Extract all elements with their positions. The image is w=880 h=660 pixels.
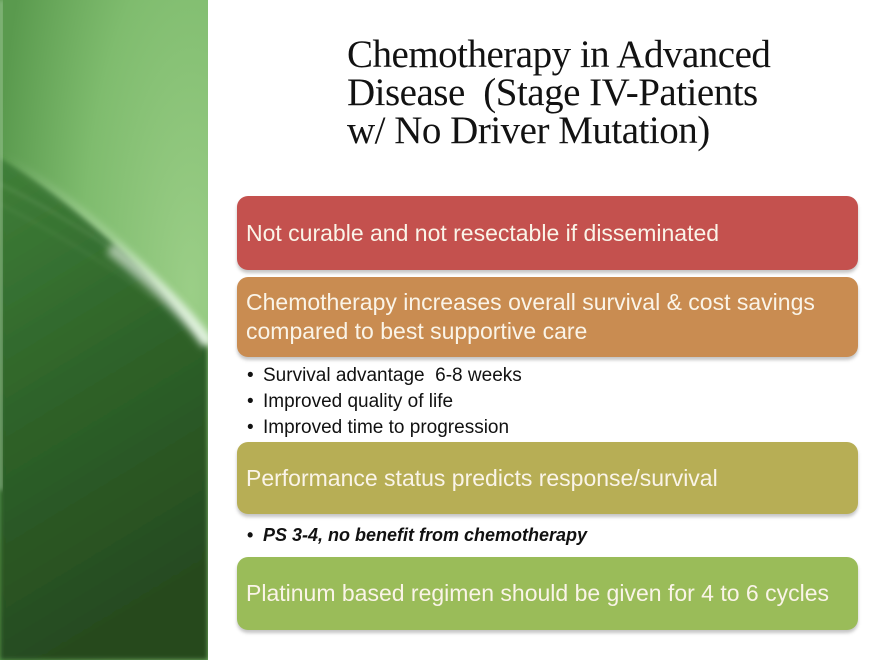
bullet-icon: • [247, 365, 254, 386]
slide-title [347, 33, 867, 152]
bullet-icon: • [247, 525, 254, 545]
statement-box-platinum-regimen [237, 557, 858, 630]
bullet-list-performance-status [247, 523, 847, 547]
statement-text: Performance status predicts response/survival [246, 464, 718, 491]
bullet-list-survival-benefits [247, 363, 847, 441]
statement-box-not-curable [237, 196, 858, 270]
leaf-photo-image [0, 0, 208, 660]
statement-box-performance-status [237, 442, 858, 514]
statement-box-chemo-survival [237, 277, 858, 357]
bullet-text: Improved quality of life [263, 391, 454, 412]
statement-text: Chemotherapy increases overall survival & cost savings compared to best supportive care [246, 289, 822, 344]
bullet-text: Survival advantage 6-8 weeks [263, 365, 522, 386]
list-item [247, 363, 847, 389]
leaf-photo [0, 0, 208, 660]
list-item [247, 523, 847, 547]
slide-title-line: Disease (Stage IV-Patients [347, 71, 758, 114]
bullet-icon: • [247, 417, 254, 438]
bullet-text: PS 3-4, no benefit from chemotherapy [263, 525, 588, 545]
statement-text: Platinum based regimen should be given for 4 to 6 cycles [246, 580, 829, 606]
bullet-text: Improved time to progression [263, 417, 510, 438]
slide-title-line: w/ No Driver Mutation) [347, 109, 710, 152]
list-item [247, 415, 847, 441]
list-item [247, 389, 847, 415]
slide-title-line: Chemotherapy in Advanced [347, 33, 771, 76]
bullet-icon: • [247, 391, 254, 412]
statement-text: Not curable and not resectable if disseminated [246, 219, 720, 246]
